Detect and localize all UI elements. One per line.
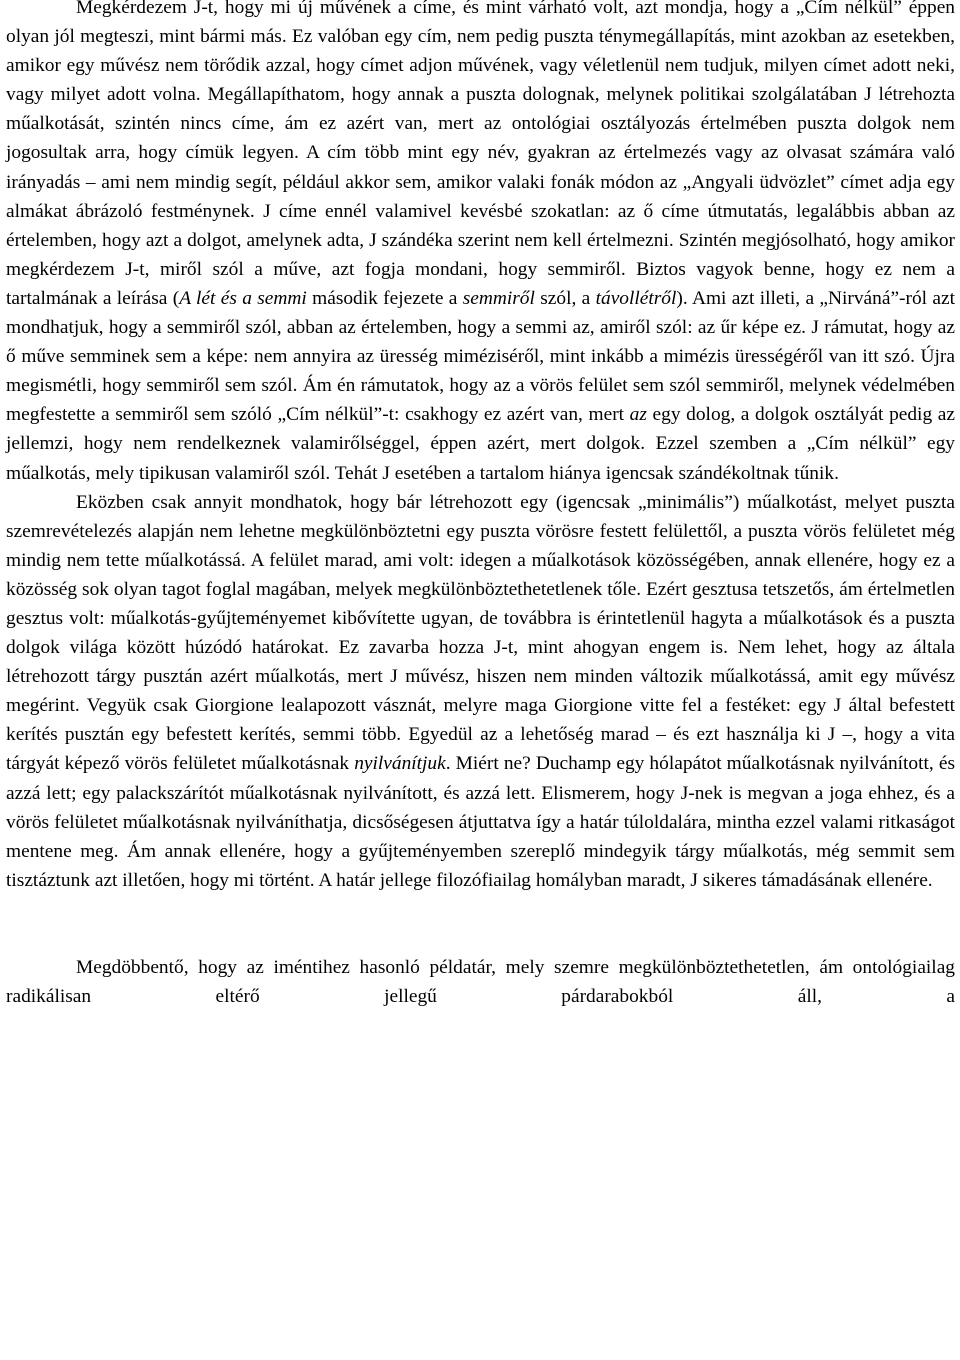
paragraph-1 <box>6 0 955 488</box>
text-segment: ). Ami azt illeti, a „Nirváná”-ról azt mondhatjuk, hogy a semmiről szól, abban az értelemben, hogy a semmi az, amiről szól: az űr képe ez. J rámutat, hogy az ő műve semminek sem a képe: nem annyira az üresség miméziséről, mint inkább a mimézis ürességéről van itt szó. Újra megismétli, hogy semmiről sem szól. Ám én rámutatok, hogy az a vörös felület sem szól semmiről, melynek védelmében megfestette a semmiről sem szóló „Cím nélkül”-t: csakhogy ez azért van, mert <box>6 287 955 426</box>
paragraph-2 <box>6 488 955 895</box>
italic-text: távollétről <box>595 287 677 309</box>
text-segment: szól, a <box>534 287 596 309</box>
italic-text: az <box>629 404 647 426</box>
text-segment: . Miért ne? Duchamp egy hólapátot műalkotásnak nyilvánított, és azzá lett; egy palackszárítót műalkotásnak nyilvánított, és azzá lett. Elismerem, hogy J-nek is megvan a joga ehhez, és a vörös felületet műalkotásnak nyilváníthatja, dicsőségesen átjuttatva így a határ túloldalára, mintha ezzel valami ritkaságot mentene meg. Ám annak ellenére, hogy a gyűjteményemben szereplő mindegyik tárgy műalkotás, még semmit sem tisztáztunk azt illetően, hogy mi történt. A határ jellege filozófiailag homályban maradt, J sikeres támadásának ellenére. <box>6 753 955 891</box>
text-segment: Eközben csak annyit mondhatok, hogy bár létrehozott egy (igencsak „minimális”) műalkotást, melyet puszta szemrevételezés alapján nem lehetne megkülönböztetni egy puszta vörösre festett felülettől, a puszta vörös felületet még mindig nem tette műalkotássá. A felület marad, ami volt: idegen a műalkotások közösségében, annak ellenére, hogy ez a közösség sok olyan tagot foglal magában, melyek megkülönböztethetetlenek tőle. Ezért gesztusa tetszetős, ám értelmetlen gesztus volt: műalkotás-gyűjteményemet kibővítette ugyan, de továbbra is érintetlenül hagyta a műalkotások és a puszta dolgok világa között húzódó határokat. Ez zavarba hozza J-t, mint ahogyan engem is. Nem lehet, hogy az általa létrehozott tárgy pusztán azért műalkotás, mert J művész, hiszen nem minden változik műalkotássá, amit egy művész megérint. Vegyük csak Giorgione lealapozott vásznát, melyre maga Giorgione vitte fel a festéket: egy J által befestett kerítés pusztán egy befestett kerítés, semmi több. Egyedül az a lehetőség marad – és ezt használja ki J –, hogy a vita tárgyát képező vörös felületet műalkotásnak <box>6 491 955 775</box>
text-segment: egy dolog, a dolgok osztályát pedig az jellemzi, hogy nem rendelkeznek valamirőlséggel, éppen azért, mert dolgok. Ezzel szemben a „Cím nélkül” egy műalkotás, mely tipikusan valamiről szól. Tehát J esetében a tartalom hiánya igencsak szándékoltnak tűnik. <box>6 404 955 484</box>
italic-text: nyilvánítjuk <box>354 753 446 775</box>
document-page <box>6 0 955 1011</box>
italic-text: A lét és a semmi <box>179 287 307 309</box>
italic-text: semmiről <box>462 287 535 309</box>
text-segment: Megdöbbentő, hogy az iméntihez hasonló példatár, mely szemre megkülönböztethetetlen, ám ontológiailag radikálisan eltérő jellegű párdarabokból áll, a <box>6 956 955 1007</box>
text-segment: Megkérdezem J-t, hogy mi új művének a címe, és mint várható volt, azt mondja, hogy a „Cím nélkül” éppen olyan jól megteszi, mint bármi más. Ez valóban egy cím, nem pedig puszta ténymegállapítás, mint azokban az esetekben, amikor egy művész nem törődik azzal, hogy címet adjon művének, vagy véletlenül nem tudjuk, milyen címet adott neki, vagy milyet adott volna. Megállapíthatom, hogy annak a puszta dolognak, melynek politikai szolgálatában J létrehozta műalkotását, szintén nincs címe, ám ez azért van, mert az ontológiai osztályozás értelmében puszta dolgok nem jogosultak arra, hogy címük legyen. A cím több mint egy név, gyakran az értelmezés vagy az olvasat számára való irányadás – ami nem mindig segít, például akkor sem, amikor valaki fonák módon az „Angyali üdvözlet” címet adja egy almákat ábrázoló festménynek. J címe ennél valamivel kevésbé szokatlan: az ő címe útmutatás, legalábbis abban az értelemben, hogy azt a dolgot, amelynek adta, J szándéka szerint nem kell értelmezni. Szintén megjósolható, hogy amikor megkérdezem J-t, miről szól a műve, azt fogja mondani, hogy semmiről. Biztos vagyok benne, hogy ez nem a tartalmának a leírása ( <box>6 0 955 309</box>
paragraph-3 <box>6 953 955 1011</box>
text-segment: második fejezete a <box>306 287 463 309</box>
